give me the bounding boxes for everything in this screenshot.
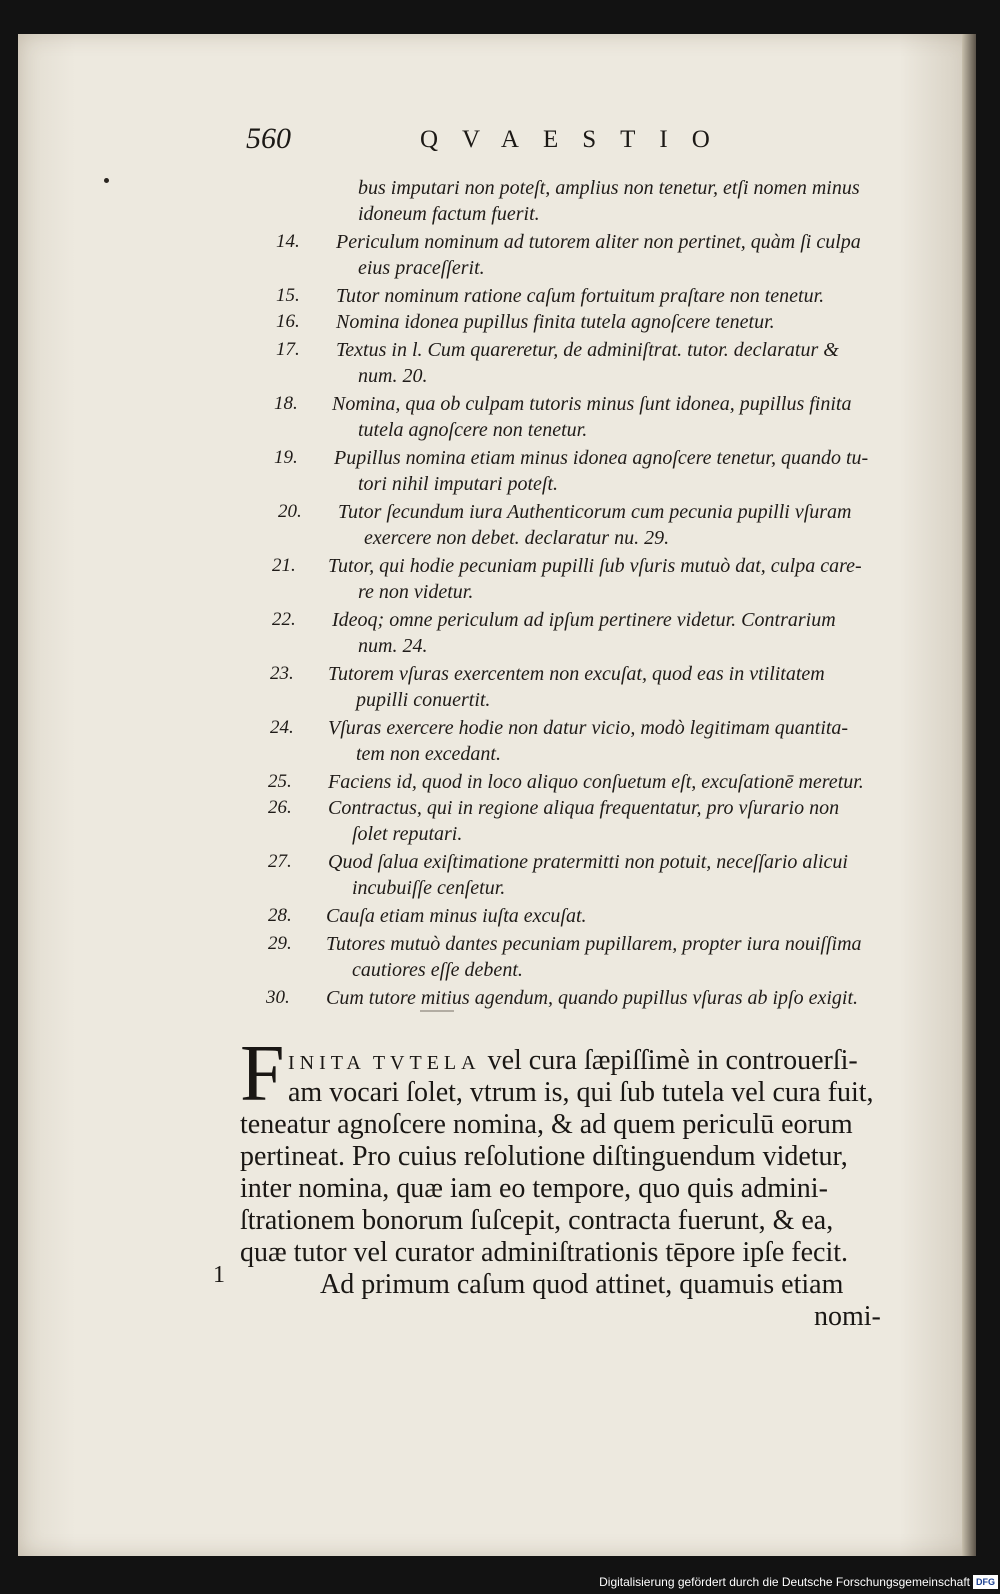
summary-item-line: eius praceſſerit. xyxy=(358,257,485,279)
summary-item-number: 19. xyxy=(274,447,298,468)
summary-item-line: Vſuras exercere hodie non datur vicio, modò legitimam quantita- xyxy=(328,717,849,739)
summary-item-line: Tutor nominum ratione caſum fortuitum praſtare non tenetur. xyxy=(336,285,825,307)
drop-capital: F xyxy=(240,1030,285,1118)
running-head xyxy=(18,122,976,162)
summary-item-line: Quod ſalua exiſtimatione pratermitti non potuit, neceſſario alicui xyxy=(328,851,848,873)
summary-item-line: Cauſa etiam minus iuſta excuſat. xyxy=(326,905,587,927)
summary-item-line: Tutor ſecundum iura Authenticorum cum pecunia pupilli vſuram xyxy=(338,501,852,523)
summary-continuation-line: idoneum factum fuerit. xyxy=(358,203,540,225)
summary-item-line: Periculum nominum ad tutorem aliter non pertinet, quàm ſi culpa xyxy=(336,231,861,253)
summary-item-line: Tutorem vſuras exercentem non excuſat, quod eas in vtilitatem xyxy=(328,663,825,685)
summary-item-line: num. 24. xyxy=(358,635,428,657)
summary-item-number: 27. xyxy=(268,851,292,872)
summary-item-number: 16. xyxy=(276,311,300,332)
marginal-number: 1 xyxy=(213,1262,225,1288)
summary-item-line: tori nihil imputari poteſt. xyxy=(358,473,559,495)
body-line: inter nomina, quæ iam eo tempore, quo quis admini- xyxy=(240,1173,828,1204)
summary-item-number: 17. xyxy=(276,339,300,360)
body-second-word: TVTELA xyxy=(372,1052,481,1074)
summary-continuation-line: bus imputari non poteſt, amplius non tenetur, etſi nomen minus xyxy=(358,177,860,199)
summary-item-line: Nomina idonea pupillus finita tutela agnoſcere tenetur. xyxy=(336,311,775,333)
summary-item-number: 30. xyxy=(266,987,290,1008)
page-spine-shadow xyxy=(962,34,976,1556)
summary-item-line: Tutor, qui hodie pecuniam pupilli ſub vſuris mutuò dat, culpa care- xyxy=(328,555,862,577)
summary-item-line: Cum tutore mitius agendum, quando pupillus vſuras ab ipſo exigit. xyxy=(326,987,859,1009)
running-head-title: QVAESTIO xyxy=(420,126,734,153)
summary-item-line: Ideoq; omne periculum ad ipſum pertinere videtur. Contrarium xyxy=(332,609,836,631)
summary-item-number: 24. xyxy=(270,717,294,738)
body-line: Ad primum caſum quod attinet, quamuis etiam xyxy=(320,1269,844,1300)
summary-item-line: tutela agnoſcere non tenetur. xyxy=(358,419,588,441)
body-line-rest: vel cura ſæpiſſimè in controuerſi- xyxy=(487,1045,858,1076)
summary-item-line: exercere non debet. declaratur nu. 29. xyxy=(364,527,670,549)
summary-item-number: 26. xyxy=(268,797,292,818)
summary-item-line: re non videtur. xyxy=(358,581,474,603)
digitization-footer xyxy=(0,1572,1000,1594)
body-line: quæ tutor vel curator adminiſtrationis tēpore ipſe fecit. xyxy=(240,1237,849,1268)
summary-item-line: pupilli conuertit. xyxy=(356,689,491,711)
summary-item-line: Contractus, qui in regione aliqua frequentatur, pro vſurario non xyxy=(328,797,840,819)
summary-item-number: 22. xyxy=(272,609,296,630)
summary-item-number: 23. xyxy=(270,663,294,684)
summary-item-line: Pupillus nomina etiam minus idonea agnoſcere tenetur, quando tu- xyxy=(334,447,869,469)
summary-item-line: Tutores mutuò dantes pecuniam pupillarem, propter iura nouiſſima xyxy=(326,933,862,955)
ink-spot xyxy=(104,178,109,183)
summary-item-line: num. 20. xyxy=(358,365,428,387)
summary-item-line: incubuiſſe cenſetur. xyxy=(352,877,506,899)
body-line: ſtrationem bonorum ſuſcepit, contracta fuerunt, & ea, xyxy=(240,1205,834,1236)
summary-item-line: tem non excedant. xyxy=(356,743,501,765)
body-line: teneatur agnoſcere nomina, & ad quem periculū eorum xyxy=(240,1109,853,1140)
summary-item-number: 21. xyxy=(272,555,296,576)
section-rule xyxy=(420,1010,454,1012)
body-line: am vocari ſolet, vtrum is, qui ſub tutela vel cura fuit, xyxy=(288,1077,874,1108)
funding-credit: Digitalisierung gefördert durch die Deutsche Forschungsgemeinschaft xyxy=(599,1575,970,1589)
body-first-line xyxy=(288,1046,858,1078)
book-page xyxy=(18,34,976,1556)
summary-item-line: ſolet reputari. xyxy=(352,823,463,845)
summary-item-number: 25. xyxy=(268,771,292,792)
summary-item-number: 20. xyxy=(278,501,302,522)
summary-item-number: 28. xyxy=(268,905,292,926)
summary-item-number: 15. xyxy=(276,285,300,306)
body-line: pertineat. Pro cuius reſolutione diſtinguendum videtur, xyxy=(240,1141,848,1172)
page-number: 560 xyxy=(246,122,291,155)
summary-item-line: cautiores eſſe debent. xyxy=(352,959,523,981)
body-first-word: INITA xyxy=(288,1052,366,1074)
catchword: nomi- xyxy=(814,1301,881,1332)
summary-item-number: 14. xyxy=(276,231,300,252)
dfg-logo: DFG xyxy=(973,1575,998,1589)
summary-item-number: 29. xyxy=(268,933,292,954)
summary-item-line: Faciens id, quod in loco aliquo conſuetum eſt, excuſationē meretur. xyxy=(328,771,864,793)
summary-item-line: Textus in l. Cum quareretur, de adminiſtrat. tutor. declaratur & xyxy=(336,339,839,361)
summary-item-line: Nomina, qua ob culpam tutoris minus ſunt idonea, pupillus finita xyxy=(332,393,852,415)
summary-item-number: 18. xyxy=(274,393,298,414)
